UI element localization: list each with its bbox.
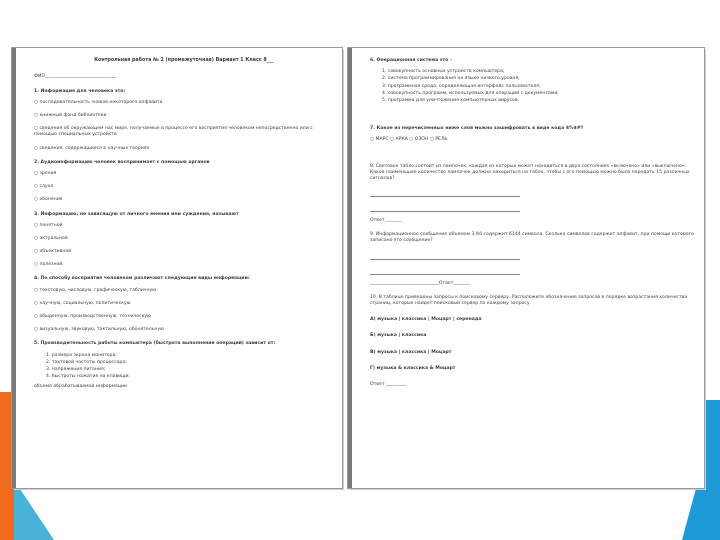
question-7-title: 7. Какое из перечисленных ниже слов можно зашифровать в виде кода $%$#?: [370, 126, 584, 132]
list-item: 3. напряжения питания;: [46, 366, 106, 372]
answer-option: ○ сведения, содержащиеся в научных теориях: [34, 145, 150, 151]
answer-line: [370, 253, 520, 260]
query-row: Б) музыка | классика: [370, 333, 427, 339]
answer-option: ○ актуальной: [34, 235, 68, 241]
answer-option: ○ книжный фонд библиотеки: [34, 113, 107, 119]
question-6-title: 6. Операционная система это -: [370, 58, 452, 63]
answer-option: ○ последовательность знаков некоторого алфавита: [34, 99, 163, 105]
answer-option: ○ обоняния: [34, 197, 63, 203]
answer-line: [370, 205, 520, 212]
question-9-text: 9. Информационное сообщение объемом 3 Кб содержит 6144 символа. Сколько символов содержит алфавит, при помощи которого записано это сообщение?: [370, 232, 694, 244]
answer-option: ○ обыденную, производственную, техническую: [34, 314, 151, 320]
question-1-title: 1. Информация для человека это:: [34, 88, 126, 94]
worksheet-page-right: [348, 48, 704, 488]
numbered-list: [382, 69, 696, 104]
answer-option: ○ текстовую, числовую, графическую, табличную: [34, 287, 157, 293]
question-8-text: 8. Световое табло состоит из лампочек, каждая из которых может находиться в двух состояниях «включено» или «выключено». Какое наименьшее количество лампочек должно находиться на табло, чтобы с его помощью можно было передать 15 различных сигналов?: [370, 163, 690, 181]
question-2-title: 2. Аудиоинформацию человек воспринимает с помощью органов: [34, 159, 210, 165]
answer-option: ○ сведения об окружающем нас мире, получаемые в процессе его восприятия человеком непосредственно или с помощью специальных устройств: [34, 126, 313, 138]
list-item: 2. тактовой частоты процессора;: [46, 359, 127, 365]
worksheet-page-left: [12, 48, 342, 488]
list-tail: объема обрабатываемой информации: [34, 384, 127, 390]
query-row: В) музыка | классика | Моцарт: [370, 349, 452, 355]
page-header: Контрольная работа № 2 (промежуточная) Вариант 1 Класс 8___: [94, 58, 274, 63]
answer-option: ○ понятной: [34, 222, 63, 228]
list-item: 1. совокупность основных устройств компьютера;: [382, 69, 505, 75]
answer-option: ○ полезной.: [34, 262, 64, 268]
answer-field: Ответ _______: [370, 218, 403, 224]
answer-option: ○ объективной: [34, 249, 72, 255]
answer-line: [370, 268, 520, 275]
list-item: 1. размера экрана монитора;: [46, 352, 117, 358]
answer-option: ○ научную, социальную, политическую: [34, 300, 131, 306]
list-item: 4. совокупность программ, используемых для операций с документами;: [382, 90, 559, 96]
answer-options-row: ○ МАРС ○ АРКА ○ ОЗОН ○ РЕЛЬ: [370, 137, 448, 143]
question-3-title: 3. Информацию, не зависящую от личного мнения или суждения, называют: [34, 211, 239, 217]
teal-accent-triangle: [14, 480, 54, 540]
answer-option: ○ слуха: [34, 184, 54, 190]
question-10-text: 10. В таблице приведены запросы к поисковому серверу. Расположите обозначения запросов в порядке возрастания количества страниц, которые найдет поисковый сервер по каждому запросу.: [370, 294, 688, 306]
list-item: 3. программная среда, определяющая интерфейс пользователя;: [382, 83, 541, 89]
numbered-list: [46, 353, 334, 381]
list-item: 4. быстроты нажатия на клавиши;: [46, 374, 130, 380]
question-4-title: 4. По способу восприятия человеком различают следующие виды информации:: [34, 276, 250, 282]
query-row: А) музыка | классика | Моцарт | серенада: [370, 317, 482, 323]
answer-option: ○ визуальную, звуковую, тактильную, обонятельную: [34, 327, 164, 333]
name-field: ФИО_______________________________: [34, 74, 117, 80]
answer-field: ______________________________Ответ_______: [370, 280, 470, 286]
answer-field: Ответ _________: [370, 381, 407, 387]
question-5-title: 5. Производительность работы компьютера (быстрота выполнения операций) зависит от:: [34, 341, 276, 347]
query-row: Г) музыка & классика & Моцарт: [370, 365, 456, 371]
list-item: 2. система программирования на языке низкого уровня;: [382, 76, 520, 82]
answer-option: ○ зрения: [34, 170, 57, 176]
answer-line: [370, 190, 520, 197]
list-item: 5. программа для уничтожения компьютерных вирусов.: [382, 97, 520, 103]
